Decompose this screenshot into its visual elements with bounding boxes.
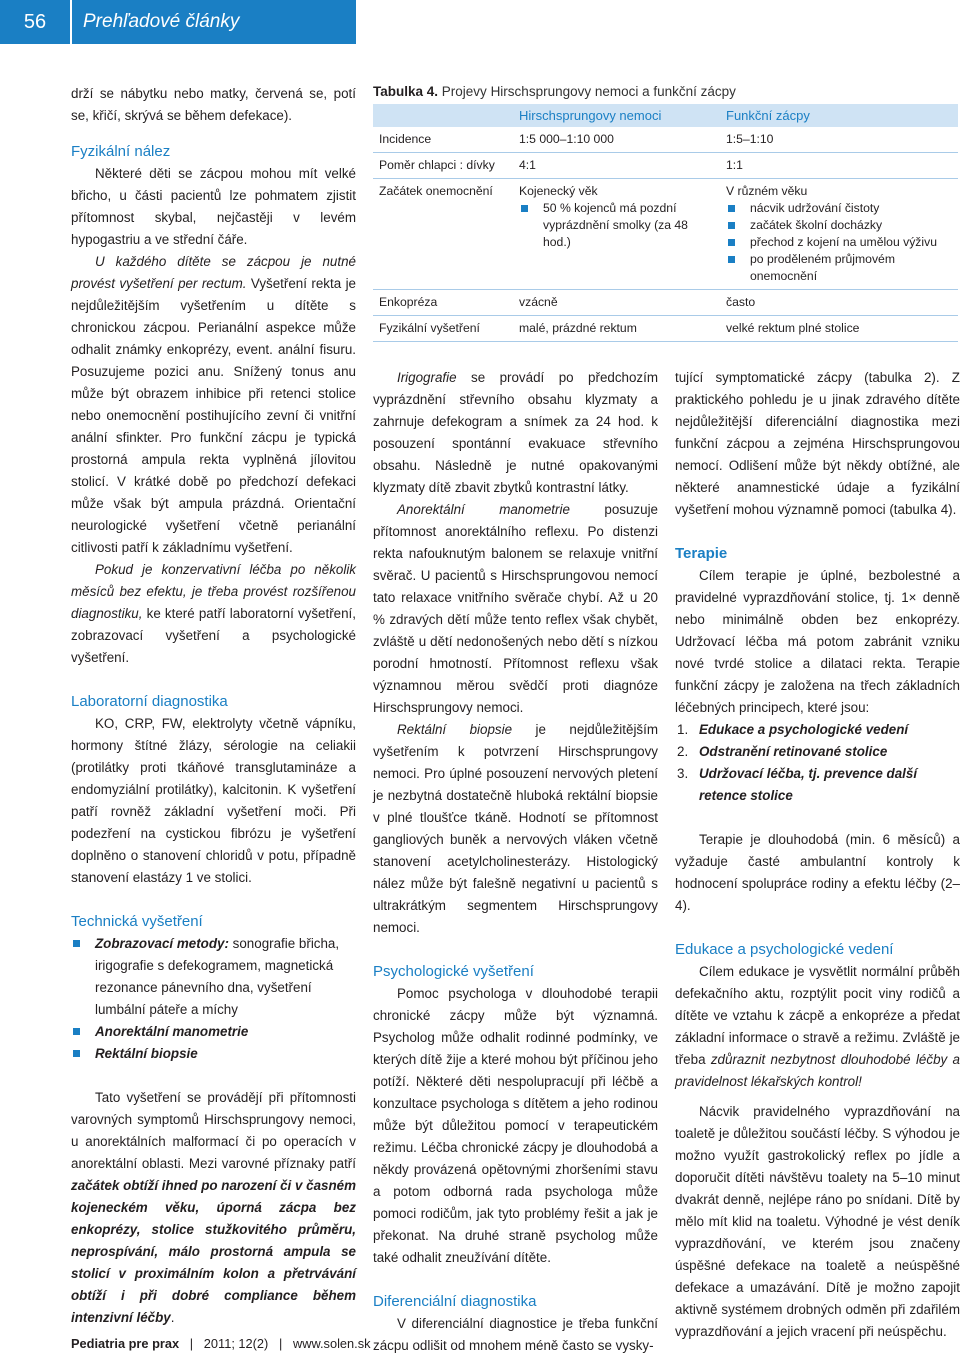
lab-paragraph: KO, CRP, FW, elektrolyty včetně vápníku, hormony štítné žlázy, sérologie na celiakii (protilátky proti tkáňové transglutamináze a endomyziální protilátky), kalcitonin. K vyšetření patří rovněž základní vyšetření moči. Při podezření na cystickou fibrózu je vyšetření doplněno o stanovení chloridů v potu, případně stanovení elastázy 1 ve stolici. xyxy=(71,716,356,885)
bullet-square-icon xyxy=(728,222,735,229)
edu-paragraph-1: Cílem edukace je vysvětlit normální průběh defekačního aktu, rozptýlit pocit viny rodičů a dítěte ve vztahu k zácpě a enkopréze a předat základní informace o stravě a režimu. Zvláště je třeba zdůraznit nezbytnost dlouhodobé léčby a pravidelnost lékařských kontrol! xyxy=(675,964,960,1089)
column-left xyxy=(71,83,356,1329)
list-item: po proděleném průjmovém onemocnění xyxy=(726,251,952,285)
table-row xyxy=(373,127,958,153)
list-item: nácvik udržování čistoty xyxy=(726,200,952,217)
exam-emphasis: U každého dítěte se zácpou je nutné provést vyšetření per rectum. xyxy=(71,254,356,291)
bullet-square-icon xyxy=(728,256,735,263)
manometry-paragraph: Anorektální manometrie posuzuje přítomnost anorektálního reflexu. Po distenzi rekta nafouknutým balonem se relaxuje vnitřní svěrač. U pacientů s Hirschsprungovou nemocí tato relaxace vnitřního svěrače chybí. Až u 20 % zdravých dětí může tento reflex však chybět, zvláště u dětí nedonošených nebo dětí s nízkou porodní hmotností. Přítomnost reflexu však významnou měrou svědčí proti diagnóze Hirschsprungovy nemoci. xyxy=(373,502,658,715)
exam-text-2: ke které patří laboratorní vyšetření, zobrazovací vyšetření a psychologické vyšetření. xyxy=(71,606,356,665)
page-number: 56 xyxy=(0,0,70,44)
table-row xyxy=(373,179,958,290)
list-item: Anorektální manometrie xyxy=(71,1021,356,1043)
table-cell: 1:5–1:10 xyxy=(720,127,958,153)
table-header-row xyxy=(373,104,958,127)
list-item: 3. Udržovací léčba, tj. prevence další retence stolice xyxy=(677,766,918,803)
list-item: 50 % kojenců má pozdní vyprázdnění smolky (za 48 hod.) xyxy=(519,200,714,251)
table-cell: Kojenecký věk 50 % kojenců má pozdní vyprázdnění smolky (za 48 hod.) xyxy=(513,179,720,290)
table-row xyxy=(373,316,958,342)
biopsy-paragraph: Rektální biopsie je nejdůležitějším vyšetřením k potvrzení Hirschsprungovy nemoci. Pro úplné posouzení nervových pletení je nezbytná dostatečně hluboká rektální biopsie v plné tloušťce tkáně. Hodnotí se přítomnost gangliových buněk a nervových vláken včetně stanovení acetylcholinesterázy. Histologický nález může být falešně negativní u pacientů s ultrakrátkým segmentem Hirschsprungovy nemoci. xyxy=(373,722,658,935)
exam-paragraph-3 xyxy=(71,559,356,669)
table-cell: 1:5 000–1:10 000 xyxy=(513,127,720,153)
table-cell: V různém věku nácvik udržování čistoty začátek školní docházky přechod z kojení na umělou výživu po proděleném průjmovém onemocnění xyxy=(720,179,958,290)
journal-url: www.solen.sk xyxy=(292,1336,371,1351)
table-row xyxy=(373,290,958,316)
bullet-square-icon xyxy=(521,205,528,212)
diff-continued-paragraph: tující symptomatické zácpy (tabulka 2). Z praktického pohledu je u jinak zdravého dítěte nejdůležitější diferenciální diagnostika mezi funkční zácpou a zejména Hirschsprungovou nemocí. Odlišení může být někdy obtížné, ale některé anamnestické údaje a fyzikální vyšetření mohou významně pomoci (tabulka 4). xyxy=(675,370,960,517)
table-cell: Začátek onemocnění xyxy=(373,179,513,290)
tech-paragraph: Tato vyšetření se provádějí při přítomnosti varovných symptomů Hirschsprungovy nemoci, u anorektálních malformací či po operacích v anorektální oblasti. Mezi varovné příznaky patří začátek obtíží ihned po narození či v časném kojeneckém věku, úporná zácpa bez enkoprézy, stolice stužkovitého průměru, neprospívání, málo prostorná ampula se stolicí v proximálním kolon a přetrvávání obtíží i při dobré compliance během intenzivní léčby. xyxy=(71,1090,357,1325)
bullet-square-icon xyxy=(73,1028,80,1035)
page-footer xyxy=(71,1336,371,1352)
exam-paragraph-1: Některé děti se zácpou mohou mít velké břicho, u části pacientů lze pohmatem zjistit přítomnost skybal, nejčastěji v levém hypogastriu a ve střední čáře. xyxy=(71,166,356,247)
therapy-heading: Terapie xyxy=(675,545,728,562)
list-item: přechod z kojení na umělou výživu xyxy=(726,234,952,251)
table-cell: Fyzikální vyšetření xyxy=(373,316,513,342)
onset-list xyxy=(726,200,952,285)
table-cell: 4:1 xyxy=(513,153,720,179)
table-4 xyxy=(373,82,958,342)
therapy-paragraph: Cílem terapie je úplné, bezbolestné a pravidelné vyprazdňování stolice, tj. 1× denně nebo minimálně obden bez enkoprézy. Udržovací léčba má potom zabránit vzniku nové tvrdé stolice a dilataci rekta. Terapie funkční zácpy je založena na třech základních léčebných principech, které jsou: xyxy=(675,568,960,715)
table-header-cell: Hirschsprungovy nemoci xyxy=(513,104,720,127)
psych-heading: Psychologické vyšetření xyxy=(373,963,534,980)
table-cell: malé, prázdné rektum xyxy=(513,316,720,342)
list-item: 2. Odstranění retinované stolice xyxy=(677,744,888,759)
table-cell: Incidence xyxy=(373,127,513,153)
table-cell: Poměr chlapci : dívky xyxy=(373,153,513,179)
warning-symptoms: začátek obtíží ihned po narození či v časném kojeneckém věku, úporná zácpa bez enkoprézy, stolice stužkovitého průměru, neprospívání, málo prostorná ampula se stolicí v proximálním kolon a přetrvávání obtíží i při dobré compliance během intenzivní léčby xyxy=(71,1178,357,1325)
diff-paragraph: V diferenciální diagnostice je třeba funkční zácpu odlišit od mnohem méně často se vysky- xyxy=(373,1316,658,1353)
table-cell: Enkopréza xyxy=(373,290,513,316)
comparison-table xyxy=(373,104,958,342)
column-right xyxy=(675,367,960,1343)
list-item: Rektální biopsie xyxy=(71,1043,356,1065)
issue-info: 2011; 12(2) xyxy=(203,1336,269,1351)
column-middle xyxy=(373,367,658,1356)
bullet-square-icon xyxy=(728,205,735,212)
therapy-paragraph-2: Terapie je dlouhodobá (min. 6 měsíců) a vyžaduje časté ambulantní kontroly k hodnocení spolupráce rodiny a efektu léčby (2–4). xyxy=(675,832,960,913)
diff-heading: Diferenciální diagnostika xyxy=(373,1293,537,1310)
exam-heading: Fyzikální nález xyxy=(71,143,171,160)
table-cell: často xyxy=(720,290,958,316)
table-cell: velké rektum plné stolice xyxy=(720,316,958,342)
list-item: Zobrazovací metody: sonografie břicha, irigografie s defekogramem, magnetická rezonance pánevního dna, vyšetření lumbální páteře a míchy xyxy=(71,933,356,1021)
exam-text: Vyšetření rekta je nejdůležitějším vyšetřením u dítěte s chronickou zácpou. Perianální aspekce může odhalit známky enkoprézy, event. anální fisuru. Posuzujeme pozici anu. Snížený tonus anu může být obrazem inhibice při retenci stolice nebo onemocnění postihujícího zevní či vnitřní anální sfinkter. Pro funkční zácpu je typická prostorná ampula rekta vyplněná jílovitou stolicí. V krátké době po předchozí defekaci může však být ampula prázdná. Orientační neurologické vyšetření včetně perianální citlivosti patří k základnímu vyšetření. xyxy=(71,276,356,555)
bullet-square-icon xyxy=(73,940,80,947)
exam-emphasis-2: Pokud je konzervativní léčba po několik měsíců bez efektu, je třeba provést rozšířenou diagnostiku, xyxy=(71,562,356,621)
bullet-square-icon xyxy=(728,239,735,246)
table-caption: Tabulka 4. Projevy Hirschsprungovy nemoci a funkční zácpy xyxy=(373,84,736,99)
tech-heading: Technická vyšetření xyxy=(71,913,203,930)
table-row xyxy=(373,153,958,179)
table-header-cell xyxy=(373,104,513,127)
therapy-principles-list xyxy=(675,719,960,807)
intro-paragraph: drží se nábytku nebo matky, červená se, potí se, křičí, skrývá se během defekace). xyxy=(71,86,356,123)
tech-list xyxy=(71,933,356,1065)
footer-separator: | xyxy=(189,1336,194,1351)
footer-separator: | xyxy=(278,1336,283,1351)
edu-heading: Edukace a psychologické vedení xyxy=(675,941,894,958)
section-title: Prehľadové články xyxy=(70,0,356,44)
list-item: začátek školní docházky xyxy=(726,217,952,234)
table-header-cell: Funkční zácpy xyxy=(720,104,958,127)
table-cell: vzácně xyxy=(513,290,720,316)
table-cell: 1:1 xyxy=(720,153,958,179)
bullet-square-icon xyxy=(73,1050,80,1057)
onset-list xyxy=(519,200,714,251)
list-item: 1. Edukace a psychologické vedení xyxy=(677,722,909,737)
irigo-paragraph: Irigografie se provádí po předchozím vyprázdnění střevního obsahu klyzmaty a zahrnuje defekogram a snímek za 24 hod. k posouzení spontánní evakuace střevního obsahu. Následně je nutné opakovanými klyzmaty dítě zbavit zbytků kontrastní látky. xyxy=(373,370,658,495)
edu-paragraph-2: Nácvik pravidelného vyprazdňování na toaletě je důležitou součástí léčby. S výhodou je možno využít gastrokolický reflex po jídle a doporučit dítěti návštěvu toalety na 5–10 minut dvakrát denně, nejlépe ráno po snídani. Dítě by mělo mít klid na toaletu. Výhodné je vést deník vyprazdňování, ve kterém jsou značeny úspěšné defekace na toaletě a neúspěšné defekace a umazávání. Dítě je možno zapojit aktivně systémem drobných odměn při zdařilém vyprazdňování a jejich vracení při neúspěchu. xyxy=(675,1104,960,1339)
lab-heading: Laboratorní diagnostika xyxy=(71,693,228,710)
journal-name: Pediatria pre prax xyxy=(71,1336,180,1351)
psych-paragraph: Pomoc psychologa v dlouhodobé terapii chronické zácpy může být významná. Psycholog může odhalit rodinné podmínky, ve kterých dítě žije a které mohou být příčinou jeho potíží. Některé děti nespolupracují při léčbě a konzultace psychologa s dítětem a jeho rodinou může být důležitou pomocí v terapeutickém režimu. Léčba chronické zácpy je dlouhodobá a někdy provázená opětovnými zhoršeními stavu a potom odborná rada psychologa může pomoci rodičům, jak tyto problémy řešit a jak je překonat. Na druhé straně psycholog může také odhalit zneužívání dítěte. xyxy=(373,986,658,1265)
exam-paragraph-2 xyxy=(71,251,356,559)
